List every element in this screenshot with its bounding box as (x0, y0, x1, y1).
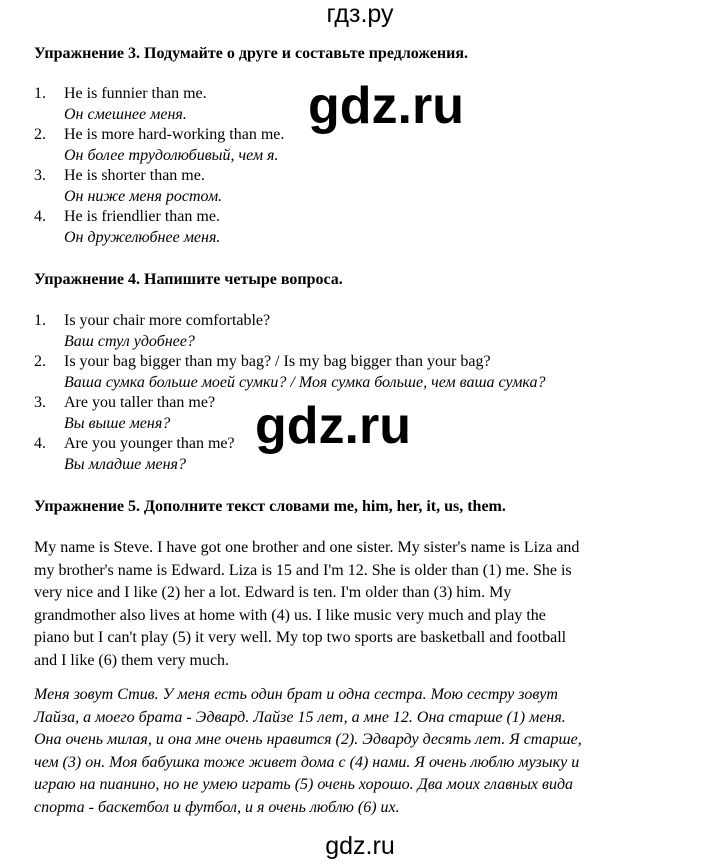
site-footer[interactable]: gdz.ru (325, 832, 395, 860)
text-line: играю на пианино, но не умею играть (5) очень хорошо. Два моих главных вида (34, 776, 574, 793)
site-header[interactable]: гдз.ру (326, 0, 394, 28)
item-russian: Он ниже меня ростом. (64, 188, 223, 205)
text-line: my brother's name is Edward. Liza is 15 and I'm 12. She is older than (1) me. She is (34, 561, 572, 579)
watermark: gdz.ru (308, 77, 464, 135)
exercise-5-title: Упражнение 5. Дополните текст словами me, him, her, it, us, them. (34, 498, 506, 515)
exercise-4-title: Упражнение 4. Напишите четыре вопроса. (34, 271, 343, 288)
text-line: спорта - баскетбол и футбол, и я очень люблю (6) их. (34, 798, 400, 816)
item-english: Are you younger than me? (64, 435, 235, 452)
text-line: and I like (6) them very much. (34, 651, 230, 669)
item-number: 2. (34, 126, 46, 143)
exercise-5-english-text (34, 537, 686, 672)
item-number: 3. (34, 394, 46, 411)
item-number: 4. (34, 208, 46, 225)
item-russian: Он дружелюбнее меня. (64, 229, 221, 246)
item-russian: Ваш стул удобнее? (64, 333, 195, 350)
text-line: piano but I can't play (5) it very well. My top two sports are basketball and football (34, 629, 567, 646)
item-number: 3. (34, 167, 46, 184)
item-number: 1. (34, 312, 46, 329)
exercise-5-russian-text (34, 684, 686, 819)
item-russian: Вы выше меня? (64, 415, 171, 432)
item-english: He is more hard-working than me. (64, 126, 285, 143)
text-line: very nice and I like (2) her a lot. Edward is ten. I'm older than (3) him. My (34, 584, 512, 601)
text-line: чем (3) он. Моя бабушка тоже живет дома с (4) нами. Я очень люблю музыку и (34, 753, 580, 771)
item-english: Is your chair more comfortable? (64, 312, 271, 329)
text-line: grandmother also lives at home with (4) us. I like music very much and play the (34, 606, 546, 624)
text-line: Она очень милая, и она мне очень нравится (2). Эдварду десять лет. Я старше, (34, 731, 582, 748)
item-russian: Вы младше меня? (64, 456, 186, 473)
item-russian: Ваша сумка больше моей сумки? / Моя сумка больше, чем ваша сумка? (64, 374, 546, 391)
item-number: 4. (34, 435, 46, 452)
item-number: 2. (34, 353, 46, 370)
item-english: He is shorter than me. (64, 167, 205, 184)
item-russian: Он более трудолюбивый, чем я. (64, 147, 279, 164)
watermark: gdz.ru (255, 397, 411, 455)
item-english: He is friendlier than me. (64, 208, 220, 225)
exercise-3-title: Упражнение 3. Подумайте о друге и составьте предложения. (34, 45, 468, 62)
item-number: 1. (34, 85, 46, 102)
item-russian: Он смешнее меня. (64, 106, 187, 123)
item-english: Is your bag bigger than my bag? / Is my bag bigger than your bag? (64, 353, 491, 370)
text-line: My name is Steve. I have got one brother and one sister. My sister's name is Liza and (34, 539, 580, 556)
item-english: He is funnier than me. (64, 85, 207, 102)
text-line: Лайза, а моего брата - Эдвард. Лайзе 15 лет, а мне 12. Она старше (1) меня. (34, 708, 566, 726)
text-line: Меня зовут Стив. У меня есть один брат и одна сестра. Мою сестру зовут (34, 686, 558, 703)
item-english: Are you taller than me? (64, 394, 216, 411)
